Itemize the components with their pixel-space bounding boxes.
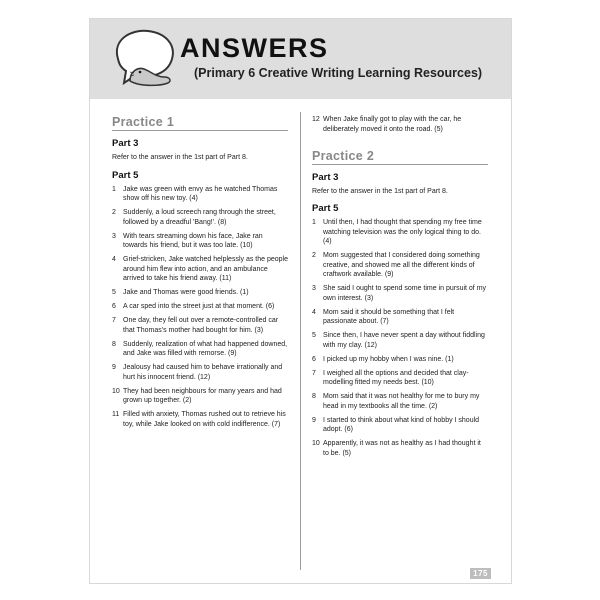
part-3-note: Refer to the answer in the 1st part of Part 8. <box>312 187 448 195</box>
list-item <box>112 316 288 335</box>
item-text: When Jake finally got to play with the car, he deliberately moved it onto the road. (5) <box>323 116 462 133</box>
item-number: 2 <box>312 252 316 259</box>
item-text: I started to think about what kind of hobby I should adopt. (6) <box>323 416 480 433</box>
part-5-heading: Part 5 <box>312 203 339 214</box>
list-item <box>312 284 488 303</box>
list-item <box>312 115 488 134</box>
list-item <box>312 416 488 435</box>
item-number: 11 <box>112 411 120 418</box>
item-number: 9 <box>312 416 316 424</box>
item-number: 4 <box>312 308 316 316</box>
part-3-heading: Part 3 <box>112 138 139 149</box>
item-text: I weighed all the options and decided that clay-modelling fitted my needs best. (10) <box>323 369 469 386</box>
item-text: I picked up my hobby when I was nine. (1) <box>323 355 454 363</box>
item-text: Suddenly, realization of what had happened downed, and Jake was filled with remorse. (9) <box>123 340 288 357</box>
list-item <box>112 387 288 406</box>
item-text: Jake was green with envy as he watched Thomas show off his new toy. (4) <box>123 185 278 202</box>
item-text: Filled with anxiety, Thomas rushed out to retrieve his toy, while Jake looked on with cold indifference. (7) <box>123 411 286 428</box>
item-text: They had been neighbours for many years and had grown up together. (2) <box>123 387 282 404</box>
list-item <box>112 208 288 227</box>
item-text: Grief-stricken, Jake watched helplessly as the people around him flew into action, and an ambulance arrived to take his friend away. (11) <box>123 256 288 282</box>
item-number: 3 <box>312 285 316 292</box>
item-text: Jake and Thomas were good friends. (1) <box>123 289 249 296</box>
list-item <box>312 355 488 365</box>
left-column <box>112 115 288 434</box>
item-number: 8 <box>312 393 316 400</box>
right-column <box>312 115 488 463</box>
item-text: A car sped into the street just at that moment. (6) <box>123 303 275 310</box>
item-number: 10 <box>112 387 120 395</box>
part-5-heading: Part 5 <box>112 169 139 181</box>
list-item <box>312 218 488 247</box>
list-item <box>312 439 488 458</box>
list-item <box>112 288 288 298</box>
list-item <box>312 308 488 327</box>
item-number: 2 <box>112 209 116 216</box>
item-number: 5 <box>112 289 116 296</box>
list-item <box>112 232 288 251</box>
item-number: 7 <box>312 369 316 377</box>
item-text: Until then, I had thought that spending my free time watching television was the only logical thing to do. (4) <box>323 219 482 245</box>
item-text: One day, they fell out over a remote-controlled car that Thomas's mother had bought for him. (3) <box>123 317 279 334</box>
practice-1-answer-list <box>112 185 288 430</box>
item-text: Jealousy had caused him to behave irrationally and hurt his innocent friend. (12) <box>123 364 283 381</box>
practice-1-answer-list-continued <box>312 115 488 134</box>
list-item <box>112 185 288 204</box>
item-number: 3 <box>112 232 116 240</box>
item-text: Apparently, it was not as healthy as I had thought it to be. (5) <box>323 440 481 457</box>
item-number: 10 <box>312 440 320 447</box>
item-number: 1 <box>112 185 116 193</box>
item-number: 1 <box>312 219 316 226</box>
list-item <box>112 410 288 429</box>
header-banner <box>90 19 511 99</box>
list-item <box>312 331 488 350</box>
item-number: 6 <box>312 355 316 363</box>
item-number: 6 <box>112 303 116 310</box>
list-item <box>112 340 288 359</box>
item-number: 9 <box>112 364 116 371</box>
item-text: She said I ought to spend some time in pursuit of my own interest. (3) <box>323 285 487 302</box>
item-number: 5 <box>312 332 316 339</box>
seal-in-speech-bubble-icon <box>110 25 182 91</box>
list-item <box>312 392 488 411</box>
practice-2-answer-list <box>312 218 488 458</box>
page-number: 175 <box>470 568 491 579</box>
item-text: Suddenly, a loud screech rang through the street, followed by a dreadful 'Bang!'. (8) <box>123 209 276 226</box>
answers-subtitle: (Primary 6 Creative Writing Learning Resources) <box>194 66 483 80</box>
item-number: 4 <box>112 256 116 263</box>
part-3-heading: Part 3 <box>312 171 339 183</box>
item-number: 8 <box>112 340 116 348</box>
list-item <box>112 255 288 284</box>
list-item <box>312 251 488 280</box>
item-text: Since then, I have never spent a day without fiddling with my clay. (12) <box>323 332 485 349</box>
list-item <box>312 369 488 388</box>
item-number: 7 <box>112 317 116 324</box>
part-3-note: Refer to the answer in the 1st part of Part 8. <box>112 154 248 161</box>
item-text: With tears streaming down his face, Jake ran towards his friend, but it was too late. (10) <box>123 232 263 249</box>
list-item <box>112 363 288 382</box>
item-number: 12 <box>312 116 320 123</box>
practice-2-heading: Practice 2 <box>312 149 488 165</box>
item-text: Mom suggested that I considered doing something creative, and showed me all the different kinds of craftwork available. (9) <box>323 252 480 278</box>
answers-title: ANSWERS <box>180 33 329 63</box>
list-item <box>112 302 288 312</box>
practice-1-heading: Practice 1 <box>112 115 288 131</box>
column-divider <box>300 112 301 570</box>
item-text: Mom said it should be something that I felt passionate about. (7) <box>323 308 455 325</box>
item-text: Mom said that it was not healthy for me to bury my head in my textbooks all the time. (2) <box>323 393 480 410</box>
answer-page <box>89 18 512 584</box>
